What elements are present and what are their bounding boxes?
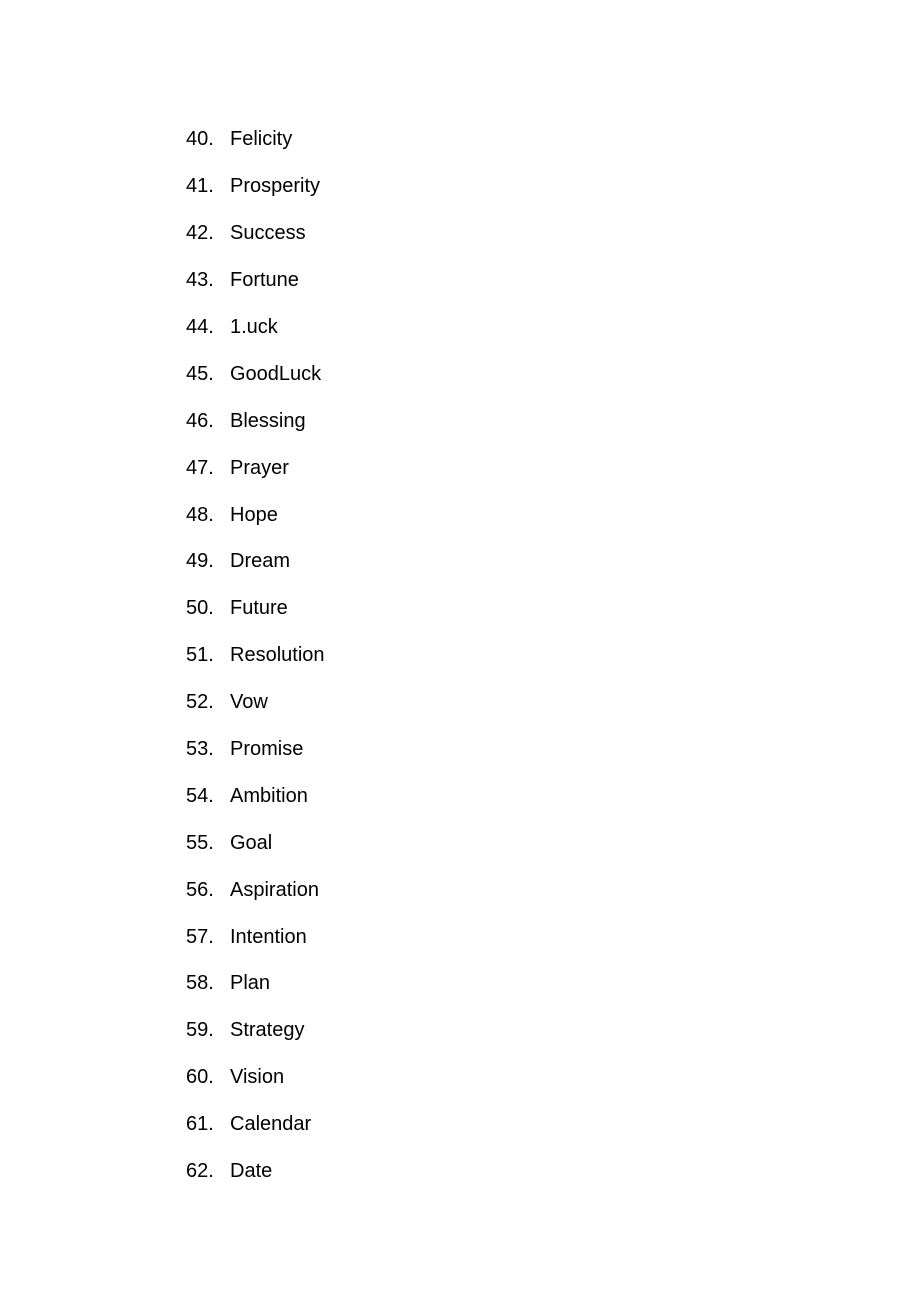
list-item [186, 726, 325, 773]
list-item-number: 53. [186, 738, 214, 761]
list-item-number: 61. [186, 1113, 214, 1136]
list-item-number: 60. [186, 1066, 214, 1089]
list-item-number: 42. [186, 222, 214, 245]
list-item-text: Strategy [230, 1019, 305, 1042]
list-item [186, 163, 325, 210]
list-item-text: Ambition [230, 784, 308, 807]
list-item-text: Future [230, 597, 288, 620]
list-item [186, 632, 325, 679]
numbered-word-list [186, 116, 325, 1194]
list-item-number: 51. [186, 644, 214, 667]
list-item [186, 866, 325, 913]
list-item-text: Hope [230, 503, 278, 526]
list-item-text: 1.uck [230, 316, 278, 338]
list-item-number: 49. [186, 550, 214, 573]
list-item [186, 257, 325, 304]
list-item [186, 116, 325, 163]
list-item-text: Fortune [230, 269, 299, 292]
list-item-text: Calendar [230, 1113, 312, 1136]
list-item-number: 56. [186, 878, 214, 901]
list-item-number: 57. [186, 925, 214, 948]
list-item [186, 491, 325, 538]
list-item [186, 1148, 325, 1195]
list-item [186, 679, 325, 726]
list-item-text: Felicity [230, 128, 293, 151]
list-item-text: Date [230, 1160, 273, 1183]
list-item [186, 772, 325, 819]
list-item-number: 58. [186, 972, 214, 995]
list-item-number: 55. [186, 831, 214, 854]
list-item-number: 46. [186, 409, 214, 432]
list-item [186, 1101, 325, 1148]
list-item-number: 45. [186, 362, 214, 385]
list-item-number: 47. [186, 456, 214, 479]
list-item [186, 350, 325, 397]
list-item [186, 960, 325, 1007]
list-item-text: Blessing [230, 409, 306, 432]
list-item-text: Dream [230, 550, 291, 573]
list-item-number: 40. [186, 128, 214, 151]
list-item-text: Plan [230, 972, 271, 995]
list-item [186, 913, 325, 960]
list-item [186, 444, 325, 491]
list-item-number: 41. [186, 175, 214, 198]
list-item-number: 59. [186, 1019, 214, 1042]
list-item-text: Success [230, 222, 306, 245]
list-item [186, 210, 325, 257]
list-item-text: Aspiration [230, 878, 319, 901]
list-item-number: 48. [186, 503, 214, 526]
list-item-number: 62. [186, 1160, 214, 1183]
list-item-text: Intention [230, 925, 307, 948]
list-item [186, 304, 325, 351]
list-item-number: 44. [186, 316, 214, 338]
list-item [186, 585, 325, 632]
list-item-number: 54. [186, 784, 214, 807]
list-item-text: Prayer [230, 456, 289, 479]
list-item-number: 43. [186, 269, 214, 292]
list-item [186, 538, 325, 585]
list-item-text: Prosperity [230, 175, 321, 198]
list-item-number: 50. [186, 597, 214, 620]
list-item-number: 52. [186, 691, 214, 714]
list-item-text: GoodLuck [230, 362, 322, 385]
list-item [186, 819, 325, 866]
list-item-text: Promise [230, 738, 304, 761]
list-item-text: Vision [230, 1066, 285, 1089]
list-item-text: Vow [230, 691, 268, 714]
list-item-text: Goal [230, 831, 273, 854]
list-item-text: Resolution [230, 644, 325, 667]
list-item [186, 1054, 325, 1101]
list-item [186, 1007, 325, 1054]
list-item [186, 397, 325, 444]
